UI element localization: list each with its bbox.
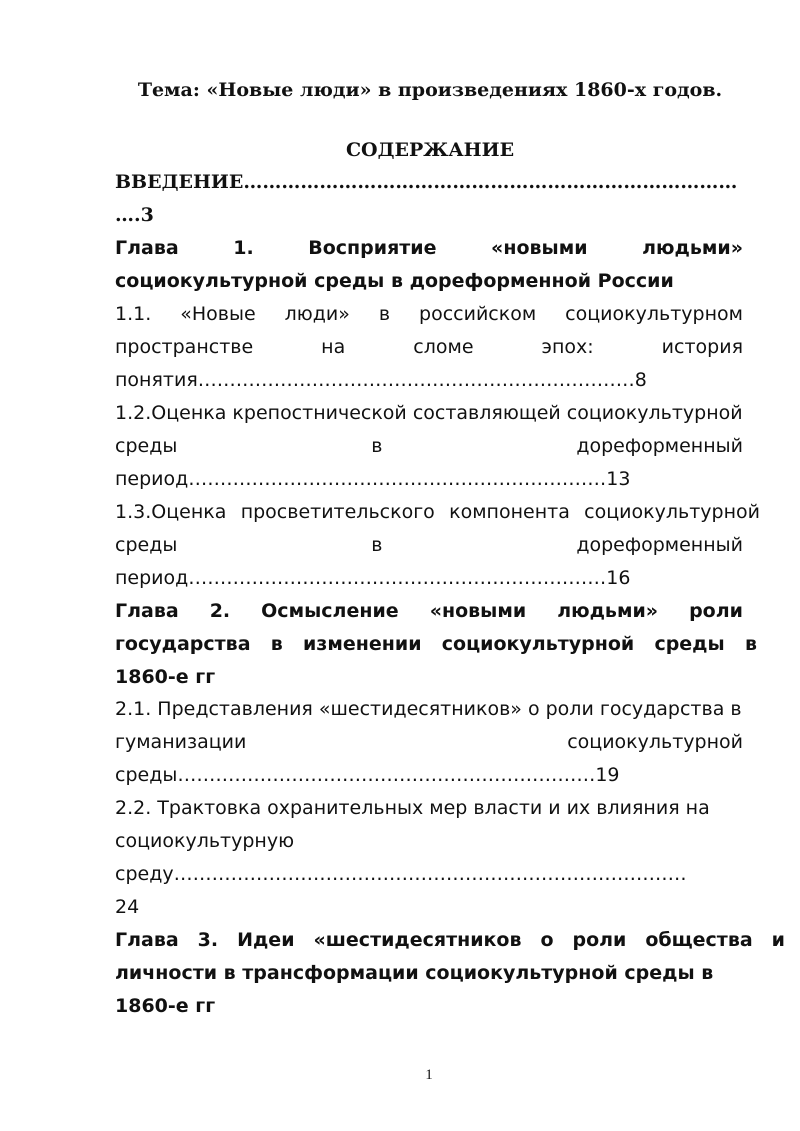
toc-section-2-2: 2.2. Трактовка охранительных мер власти и их влияния на bbox=[115, 797, 710, 819]
toc-intro-page: ….3 bbox=[115, 204, 154, 226]
toc-chapter3-title: Глава 3. Идеи «шестидесятников о роли общества и bbox=[115, 929, 785, 951]
toc-chapter2-title-end: 1860-е гг bbox=[115, 666, 216, 688]
toc-section-1-3-cont: среды в дореформенный bbox=[115, 534, 743, 556]
toc-section-1-2: 1.2.Оценка крепостнической составляющей социокультурной bbox=[115, 402, 743, 424]
toc-section-2-1-page: среды…………………………………………………………19 bbox=[115, 764, 620, 786]
page-number: 1 bbox=[425, 1067, 433, 1083]
toc-chapter3-title-cont: личности в трансформации социокультурной среды в bbox=[115, 962, 714, 984]
toc-section-2-1: 2.1. Представления «шестидесятников» о роли государства в bbox=[115, 698, 742, 720]
toc-section-2-1-cont: гуманизации социокультурной bbox=[115, 731, 743, 753]
toc-section-1-3-page: период…………………………………………………………16 bbox=[115, 567, 631, 589]
toc-section-2-2-cont: социокультурную bbox=[115, 830, 295, 852]
toc-chapter2-title-cont: государства в изменении социокультурной среды в bbox=[115, 633, 757, 655]
contents-heading: СОДЕРЖАНИЕ bbox=[345, 139, 515, 161]
toc-section-2-2-page: 24 bbox=[115, 896, 140, 918]
toc-section-1-1: 1.1. «Новые люди» в российском социокультурном bbox=[115, 303, 743, 325]
document-topic: Тема: «Новые люди» в произведениях 1860-х годов. bbox=[137, 79, 723, 101]
toc-section-1-2-cont: среды в дореформенный bbox=[115, 435, 743, 457]
toc-intro-line: ВВЕДЕНИЕ…………………………………………………………………… bbox=[115, 171, 738, 193]
toc-chapter2-title: Глава 2. Осмысление «новыми людьми» роли bbox=[115, 600, 743, 622]
toc-chapter1-title: Глава 1. Восприятие «новыми людьми» bbox=[115, 237, 743, 259]
toc-section-1-1-cont: пространстве на сломе эпох: история bbox=[115, 336, 743, 358]
toc-chapter1-title-cont: социокультурной среды в дореформенной России bbox=[115, 270, 674, 292]
toc-section-2-2-leader: среду……………………………………………………………………… bbox=[115, 863, 687, 885]
toc-section-1-2-page: период…………………………………………………………13 bbox=[115, 468, 631, 490]
toc-section-1-3: 1.3.Оценка просветительского компонента социокультурной bbox=[115, 501, 760, 523]
toc-section-1-1-page: понятия……………………………………………………………8 bbox=[115, 369, 647, 391]
toc-chapter3-title-end: 1860-е гг bbox=[115, 995, 216, 1017]
